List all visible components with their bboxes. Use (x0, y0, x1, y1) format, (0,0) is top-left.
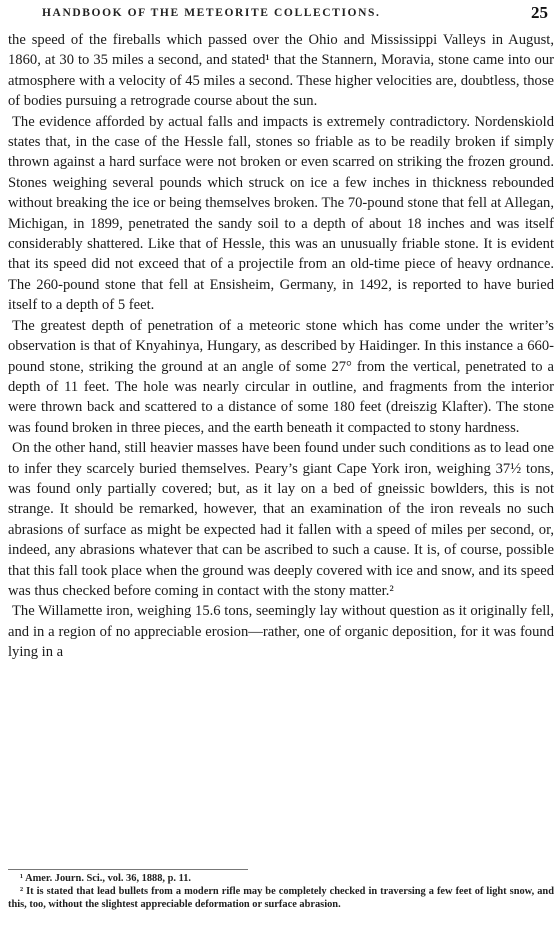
running-head: HANDBOOK OF THE METEORITE COLLECTIONS. (42, 7, 381, 19)
footnote-1: ¹ Amer. Journ. Sci., vol. 36, 1888, p. 11. (20, 873, 192, 884)
footnotes (8, 872, 554, 912)
paragraph-2: The evidence afforded by actual falls and impacts is extremely contradictory. Nordenskiold states that, in the case of the Hessle fall, stones so friable as to be readily broken if simply thrown against a hard surface were not broken or even scarred on striking the frozen ground. Stones weighing several pounds which struck on ice a few inches in thickness rebounded without breaking the ice or being themselves broken. The 70-pound stone that fell at Allegan, Michigan, in 1899, penetrated the sandy soil to a depth of about 18 inches and was itself considerably shattered. Like that of Hessle, this was an unusually friable stone. It is evident that its speed did not exceed that of a projectile from an old-time piece of heavy ordnance. The 260-pound stone that fell at Ensisheim, Germany, in 1492, is reported to have buried itself to a depth of 5 feet. (8, 113, 554, 314)
paragraph-1: the speed of the fireballs which passed over the Ohio and Mississippi Valleys in August, 1860, at 30 to 35 miles a second, and stated¹ that the Stannern, Moravia, stone came into our atmosphere with a velocity of 45 miles a second. These higher velocities are, doubtless, those of bodies pursuing a retrograde course about the sun. (8, 32, 554, 110)
paragraph-4: On the other hand, still heavier masses have been found under such conditions as to lead one to infer they scarcely buried themselves. Peary’s giant Cape York iron, weighing 37½ tons, was found only partially covered; but, as it lay on a bed of gneissic bowlders, this is not strange. It should be remarked, however, that an examination of the iron reveals no such abrasions of surface as might be expected had it fallen with a speed of miles per second, or, indeed, any abrasions whatever that can be ascribed to such a cause. It is, of course, possible that this fall took place when the ground was deeply covered with ice and snow, and its speed was thus checked before coming in contact with the stony matter.² (8, 440, 554, 599)
paragraph-5: The Willamette iron, weighing 15.6 tons, seemingly lay without question as it originally fell, and in a region of no appreciable erosion—rather, one of organic deposition, for it was found lying in a (8, 603, 554, 661)
page-header (0, 4, 560, 26)
paragraph-3: The greatest depth of penetration of a meteoric stone which has come under the writer’s observation is that of Knyahinya, Hungary, as described by Haidinger. In this instance a 660-pound stone, striking the ground at an angle of some 27° from the vertical, penetrated to a depth of 11 feet. The hole was nearly circular in outline, and fragments from the interior were thrown back and scattered to a distance of some 180 feet (dreiszig Klafter). The stone was found broken in three pieces, and the earth beneath it compacted to stony hardness. (8, 317, 554, 436)
page-number: 25 (531, 3, 548, 22)
body-text (8, 30, 554, 663)
footnote-rule (8, 869, 248, 870)
footnote-2: ² It is stated that lead bullets from a modern rifle may be completely checked in traversing a few feet of light snow, and this, too, without the slightest appreciable deformation or surface abrasion. (8, 886, 554, 911)
